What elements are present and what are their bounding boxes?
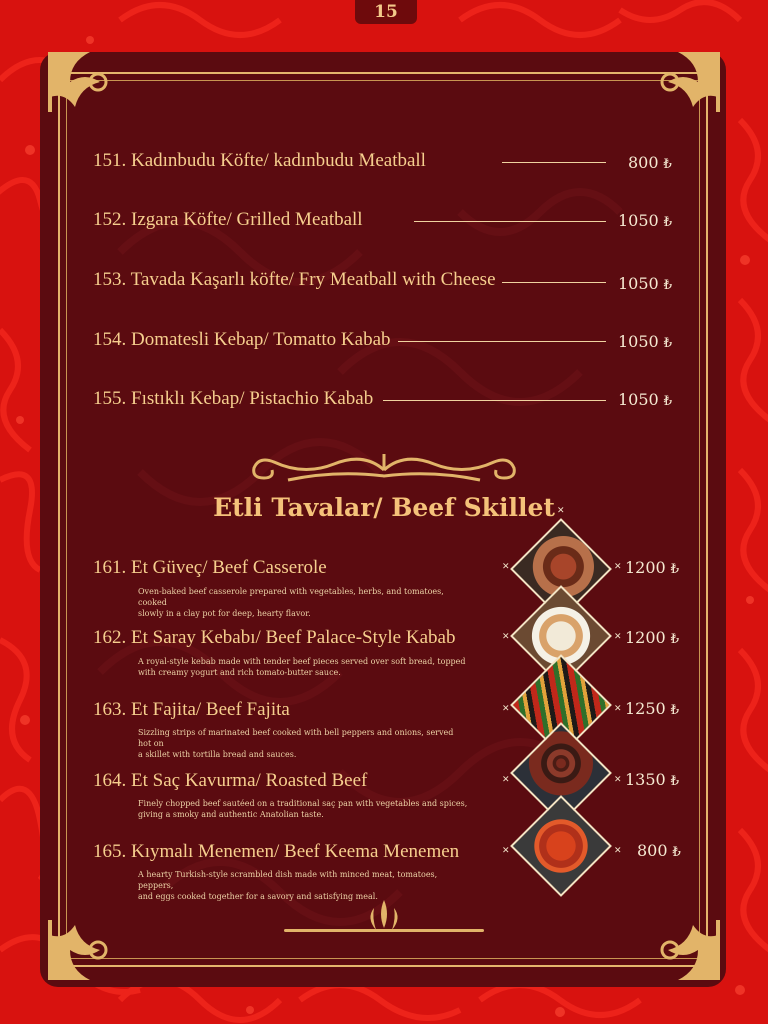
currency-symbol: ₺ — [663, 157, 672, 172]
price-value: 1350 — [625, 770, 666, 789]
currency-symbol: ₺ — [672, 845, 681, 860]
desc-line: Sizzling strips of marinated beef cooked with bell peppers and onions, served hot on — [138, 728, 454, 748]
dish-165 — [93, 841, 459, 863]
dish-price — [625, 628, 679, 647]
dish-description — [138, 727, 468, 760]
currency-symbol: ₺ — [663, 278, 672, 293]
desc-line: and eggs cooked together for a savory and satisfying meal. — [138, 892, 378, 901]
price-value: 1200 — [625, 628, 666, 647]
desc-line: Oven-baked beef casserole prepared with vegetables, herbs, and tomatoes, cooked — [138, 587, 444, 607]
currency-symbol: ₺ — [663, 215, 672, 230]
desc-line: A hearty Turkish-style scrambled dish made with minced meat, tomatoes, peppers, — [138, 870, 438, 890]
item-number: 152. — [93, 209, 127, 230]
dish-title: Et Saray Kebabı/ Beef Palace-Style Kabab — [131, 627, 456, 648]
corner-ornament-bottom-right — [608, 870, 728, 990]
item-number: 154. — [93, 329, 127, 350]
currency-symbol: ₺ — [670, 632, 679, 647]
section-flourish — [248, 446, 520, 490]
currency-symbol: ₺ — [663, 394, 672, 409]
currency-symbol: ₺ — [670, 774, 679, 789]
item-price — [618, 211, 672, 230]
page-number: 15 — [355, 0, 417, 24]
menu-item-155 — [93, 388, 373, 410]
menu-item-151 — [93, 150, 426, 172]
price-value: 800 — [637, 841, 668, 860]
leader-line — [502, 282, 606, 283]
dish-163 — [93, 699, 290, 721]
dish-number: 163. — [93, 699, 127, 720]
dish-number: 161. — [93, 557, 127, 578]
item-number: 155. — [93, 388, 127, 409]
desc-line: a skillet with tortilla bread and sauces. — [138, 750, 297, 759]
desc-line: A royal-style kebab made with tender beef pieces served over soft bread, topped — [138, 657, 466, 666]
x-mark-icon: ✕ — [614, 846, 622, 856]
section-title: Etli Tavalar/ Beef Skillet — [213, 493, 555, 522]
dish-161 — [93, 557, 327, 579]
dish-description — [138, 798, 468, 820]
dish-price — [625, 558, 679, 577]
item-name: Domatesli Kebap/ Tomatto Kabab — [131, 329, 391, 350]
dish-description — [138, 586, 468, 619]
dish-title: Kıymalı Menemen/ Beef Keema Menemen — [131, 841, 460, 862]
bottom-ornament — [264, 898, 504, 938]
item-name: Fıstıklı Kebap/ Pistachio Kabab — [131, 388, 374, 409]
menu-item-153 — [93, 269, 496, 291]
desc-line: slowly in a clay pot for deep, hearty flavor. — [138, 609, 311, 618]
price-value: 1050 — [618, 274, 659, 293]
dish-description — [138, 656, 468, 678]
corner-ornament-top-left — [40, 42, 160, 162]
item-name: Kadınbudu Köfte/ kadınbudu Meatball — [131, 150, 426, 171]
dish-164 — [93, 770, 367, 792]
price-value: 800 — [628, 153, 659, 172]
currency-symbol: ₺ — [663, 336, 672, 351]
item-name: Tavada Kaşarlı köfte/ Fry Meatball with Cheese — [130, 269, 496, 290]
item-price — [618, 390, 672, 409]
currency-symbol: ₺ — [670, 562, 679, 577]
x-mark-icon: ✕ — [614, 704, 622, 714]
leader-line — [383, 400, 606, 401]
dish-title: Et Fajita/ Beef Fajita — [131, 699, 290, 720]
x-mark-icon: ✕ — [614, 632, 622, 642]
dish-number: 162. — [93, 627, 127, 648]
dish-162 — [93, 627, 455, 649]
item-price — [618, 274, 672, 293]
x-mark-icon: ✕ — [614, 562, 622, 572]
x-mark-icon: ✕ — [502, 846, 510, 856]
price-value: 1050 — [618, 211, 659, 230]
currency-symbol: ₺ — [670, 703, 679, 718]
price-value: 1050 — [618, 332, 659, 351]
item-name: Izgara Köfte/ Grilled Meatball — [131, 209, 363, 230]
item-number: 153. — [93, 269, 127, 290]
dish-price — [625, 770, 679, 789]
desc-line: Finely chopped beef sautéed on a traditional saç pan with vegetables and spices, — [138, 799, 468, 808]
x-mark-icon: ✕ — [502, 704, 510, 714]
desc-line: giving a smoky and authentic Anatolian taste. — [138, 810, 324, 819]
price-value: 1200 — [625, 558, 666, 577]
menu-item-152 — [93, 209, 363, 231]
price-value: 1050 — [618, 390, 659, 409]
price-value: 1250 — [625, 699, 666, 718]
leader-line — [398, 341, 606, 342]
x-mark-icon: ✕ — [502, 632, 510, 642]
item-number: 151. — [93, 150, 127, 171]
x-mark-icon: ✕ — [502, 562, 510, 572]
desc-line: with creamy yogurt and rich tomato-butter sauce. — [138, 668, 341, 677]
x-mark-icon: ✕ — [557, 506, 565, 516]
dish-title: Et Güveç/ Beef Casserole — [131, 557, 327, 578]
dish-price — [637, 841, 681, 860]
dish-title: Et Saç Kavurma/ Roasted Beef — [131, 770, 368, 791]
corner-ornament-top-right — [608, 42, 728, 162]
dish-number: 164. — [93, 770, 127, 791]
x-mark-icon: ✕ — [614, 775, 622, 785]
dish-price — [625, 699, 679, 718]
item-price — [618, 332, 672, 351]
menu-item-154 — [93, 329, 391, 351]
leader-line — [414, 221, 606, 222]
leader-line — [502, 162, 606, 163]
x-mark-icon: ✕ — [502, 775, 510, 785]
dish-number: 165. — [93, 841, 127, 862]
item-price — [628, 153, 672, 172]
